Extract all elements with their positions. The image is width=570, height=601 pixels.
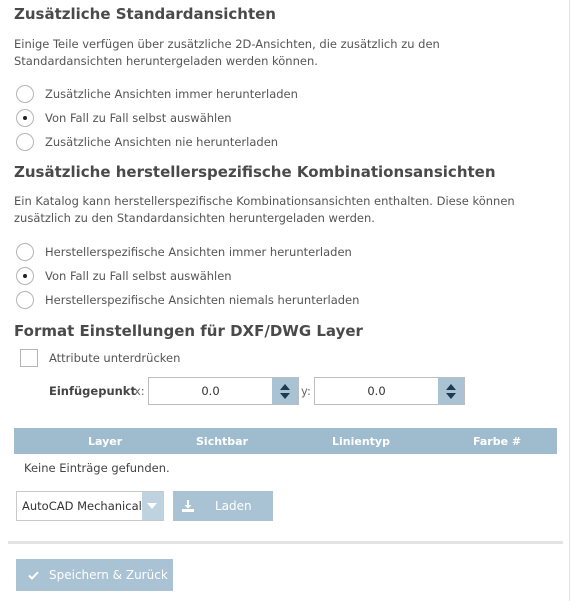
decrement-arrow-icon[interactable]	[280, 393, 290, 399]
radio-button[interactable]	[16, 85, 34, 103]
chevron-down-icon	[147, 503, 157, 509]
save-and-back-button[interactable]	[16, 559, 173, 591]
y-axis-label: y:	[301, 384, 311, 398]
layer-table-header	[14, 428, 557, 454]
cad-format-value: AutoCAD Mechanical	[22, 499, 142, 513]
radio-label: Von Fall zu Fall selbst auswählen	[45, 269, 232, 283]
column-header-layer[interactable]: Layer	[88, 434, 123, 448]
radio-button[interactable]	[16, 133, 34, 151]
y-coordinate-spinner[interactable]	[314, 377, 465, 405]
x-spinner-buttons[interactable]	[272, 378, 298, 404]
y-spinner-buttons[interactable]	[438, 378, 464, 404]
suppress-attributes-row[interactable]	[20, 348, 180, 368]
section-title-standard-views: Zusätzliche Standardansichten	[14, 5, 276, 23]
radio-option-manufacturer-never[interactable]	[16, 290, 359, 310]
x-coordinate-input[interactable]: 0.0	[201, 384, 220, 398]
section-description-standard-views: Einige Teile verfügen über zusätzliche 2D-Ansichten, die zusätzlich zu den Standardansichten heruntergeladen werden können.	[14, 37, 440, 68]
load-button-label: Laden	[215, 499, 252, 513]
radio-button[interactable]	[16, 243, 34, 261]
increment-arrow-icon[interactable]	[280, 384, 290, 390]
radio-label: Herstellerspezifische Ansichten immer herunterladen	[45, 245, 352, 259]
radio-label: Von Fall zu Fall selbst auswählen	[45, 111, 232, 125]
radio-label: Herstellerspezifische Ansichten niemals herunterladen	[45, 293, 360, 307]
check-icon	[28, 571, 39, 580]
checkbox-label: Attribute unterdrücken	[49, 351, 181, 365]
column-header-visible[interactable]: Sichtbar	[196, 434, 249, 448]
insertion-point-label: Einfügepunkt	[49, 384, 136, 398]
radio-button[interactable]	[16, 291, 34, 309]
footer-divider	[8, 541, 563, 544]
download-icon	[182, 500, 194, 512]
increment-arrow-icon[interactable]	[446, 384, 456, 390]
radio-button-selected[interactable]	[16, 267, 34, 285]
section-title-manufacturer-views: Zusätzliche herstellerspezifische Kombinationsansichten	[14, 163, 496, 181]
table-empty-message: Keine Einträge gefunden.	[24, 461, 170, 475]
radio-option-never-download[interactable]	[16, 132, 278, 152]
column-header-linetype[interactable]: Linientyp	[332, 434, 390, 448]
dropdown-toggle[interactable]	[142, 492, 163, 520]
x-coordinate-spinner[interactable]	[148, 377, 299, 405]
cad-format-select[interactable]	[16, 491, 164, 521]
radio-option-manufacturer-case-by-case[interactable]	[16, 266, 232, 286]
suppress-attributes-checkbox[interactable]	[20, 349, 38, 367]
radio-button-selected[interactable]	[16, 109, 34, 127]
radio-label: Zusätzliche Ansichten immer herunterladen	[45, 87, 298, 101]
section-title-dxf-dwg-layer: Format Einstellungen für DXF/DWG Layer	[14, 322, 363, 340]
radio-option-always-download[interactable]	[16, 84, 298, 104]
section-description-manufacturer-views: Ein Katalog kann herstellerspezifische Kombinationsansichten enthalten. Diese können zusätzlich zu den Standardansichten heruntergeladen werden.	[14, 194, 515, 225]
radio-label: Zusätzliche Ansichten nie herunterladen	[45, 135, 279, 149]
decrement-arrow-icon[interactable]	[446, 393, 456, 399]
y-coordinate-input[interactable]: 0.0	[367, 384, 386, 398]
radio-option-manufacturer-always[interactable]	[16, 242, 352, 262]
load-button[interactable]	[173, 491, 273, 521]
save-and-back-label: Speichern & Zurück	[49, 568, 168, 582]
column-header-color[interactable]: Farbe #	[473, 434, 522, 448]
radio-option-case-by-case[interactable]	[16, 108, 232, 128]
x-axis-label: x:	[134, 384, 145, 398]
